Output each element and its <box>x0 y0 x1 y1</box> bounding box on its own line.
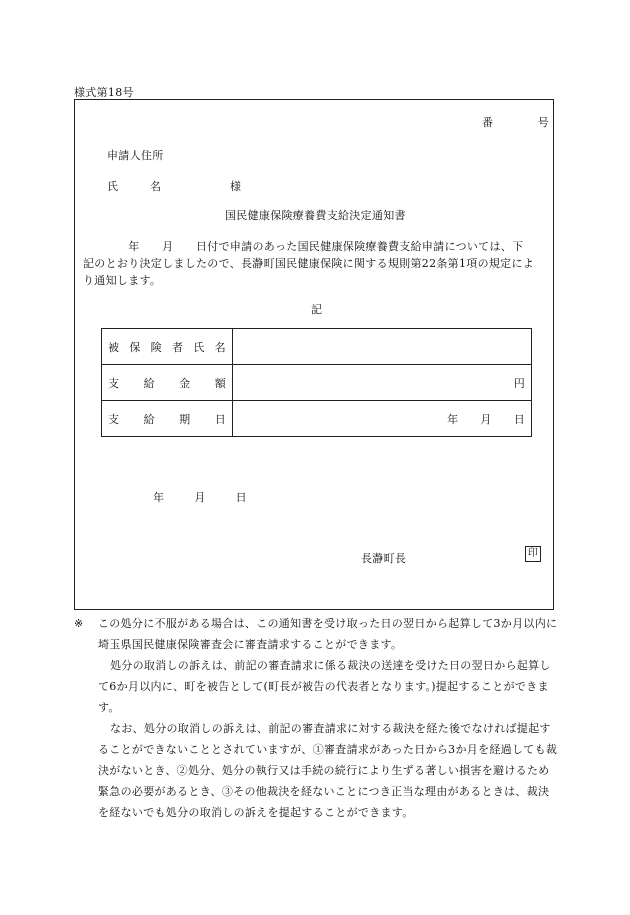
payment-amount-value: 円 <box>233 365 532 401</box>
payment-date-value <box>233 401 532 437</box>
payment-amount-label: 支 給 金 額 <box>102 365 233 401</box>
month-label: 月 <box>480 412 492 426</box>
issue-year: 年 <box>153 491 165 504</box>
notice-body <box>83 238 546 289</box>
form-number: 様式第18号 <box>74 86 134 99</box>
note-paragraph-3: なお、処分の取消しの訴えは、前記の審査請求に対する裁決を経た後でなければ提起することができないこととされていますが、①審査請求があった日から3か月を経過しても裁決がないとき、②処分、処分の執行又は手続の続行により生ずる著しい損害を避けるため緊急の必要があるとき、③その他裁決を経ないことにつき正当な理由があるときは、裁決を経ないでも処分の取消しの訴えを提起することができます。 <box>98 722 558 819</box>
seal-stamp: 印 <box>525 546 541 562</box>
notice-frame <box>74 99 554 610</box>
applicant-name-line <box>107 178 241 194</box>
year-label: 年 <box>447 412 459 426</box>
document-number <box>482 114 549 130</box>
day-label: 日 <box>513 412 525 426</box>
body-line-2: 記のとおり決定しましたので、長瀞町国民健康保険に関する規則第22条第1項の規定によ <box>83 257 535 270</box>
issue-day: 日 <box>235 491 247 504</box>
name-label-1: 氏 <box>107 180 119 193</box>
note-mark: ※ <box>74 617 84 630</box>
body-line-1: 年 月 日付で申請のあった国民健康保険療養費支給申請については、下 <box>83 240 524 253</box>
table-row <box>102 329 532 365</box>
note-paragraph-2: 処分の取消しの訴えは、前記の審査請求に係る裁決の送達を受けた日の翌日から起算して6か月以内に、町を被告として(町長が被告の代表者となります。)提起することができます。 <box>98 659 551 714</box>
table-row <box>102 365 532 401</box>
mayor-title: 長瀞町長 <box>361 552 407 565</box>
ban-label: 番 <box>482 116 494 129</box>
table-row <box>102 401 532 437</box>
issue-date <box>153 489 247 505</box>
document-title: 国民健康保険療養費支給決定通知書 <box>225 209 406 222</box>
go-label: 号 <box>537 116 549 129</box>
note-paragraph-1: この処分に不服がある場合は、この通知書を受け取った日の翌日から起算して3か月以内に埼玉県国民健康保険審査会に審査請求することができます。 <box>98 617 558 651</box>
detail-table <box>101 328 532 437</box>
body-line-3: り通知します。 <box>83 274 162 287</box>
name-label-2: 名 <box>150 180 162 193</box>
issue-month: 月 <box>194 491 206 504</box>
insured-name-value <box>233 329 532 365</box>
ki-heading: 記 <box>311 303 323 316</box>
applicant-address-label: 申請人住所 <box>107 149 164 162</box>
appeal-notes <box>74 613 558 823</box>
insured-name-label: 被 保 険 者 氏 名 <box>102 329 233 365</box>
honorific: 様 <box>230 180 242 193</box>
payment-date-label: 支 給 期 日 <box>102 401 233 437</box>
